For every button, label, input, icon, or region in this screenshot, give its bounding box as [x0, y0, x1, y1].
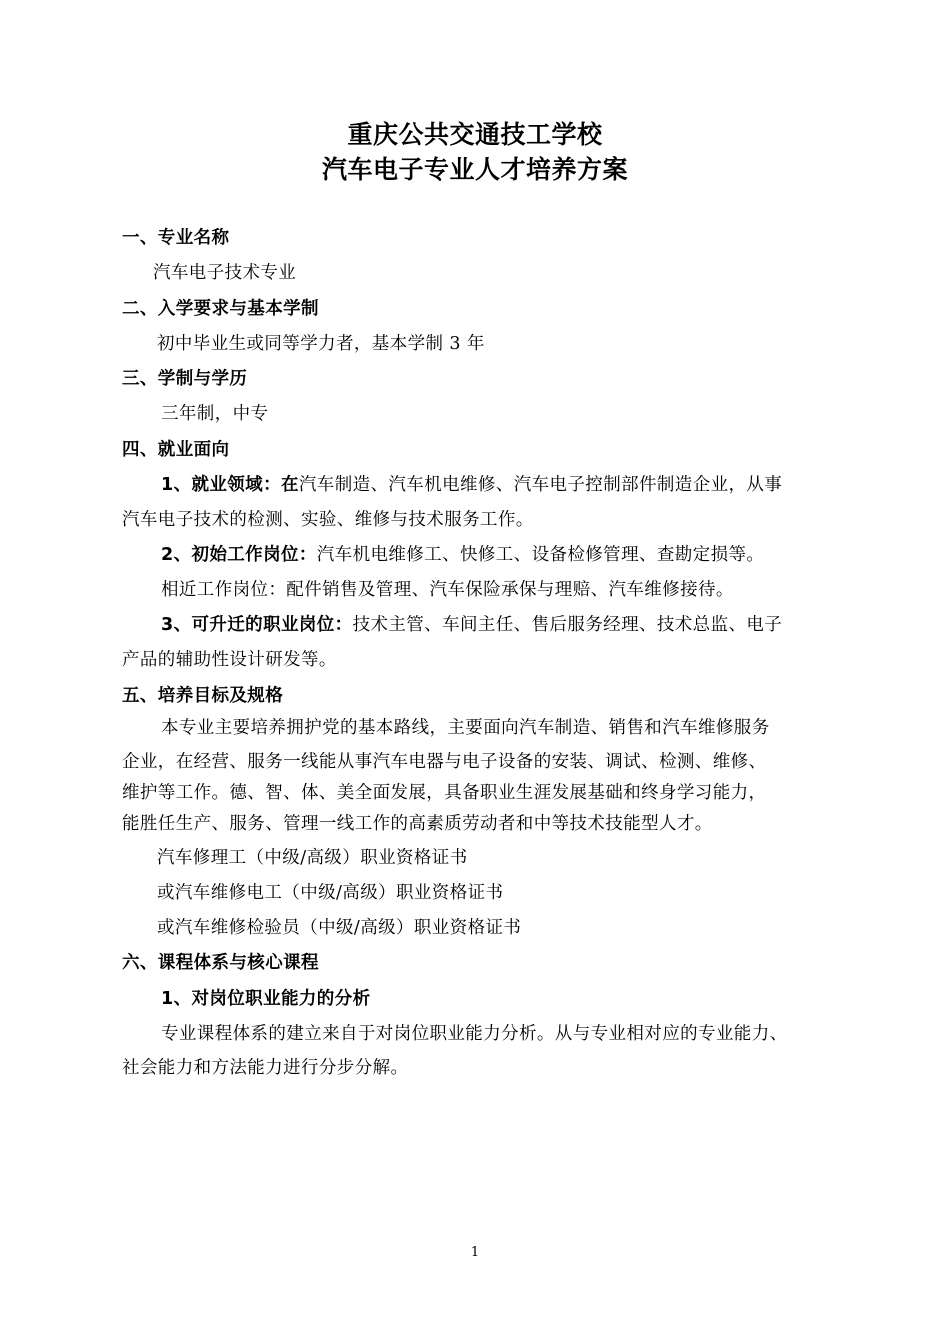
related-position-line: 相近工作岗位：配件销售及管理、汽车保险承保与理赔、汽车维修接待。	[161, 580, 734, 600]
document-title-school: 重庆公共交通技工学校	[347, 120, 603, 149]
certificate-line: 或汽车维修电工（中级/高级）职业资格证书	[157, 883, 504, 903]
promotion-position-line	[161, 612, 782, 638]
certificate-line: 汽车修理工（中级/高级）职业资格证书	[157, 848, 468, 868]
document-title-plan: 汽车电子专业人才培养方案	[321, 155, 628, 184]
employment-field-continuation: 汽车电子技术的检测、实验、维修与技术服务工作。	[122, 510, 534, 530]
promotion-position-text: 技术主管、车间主任、售后服务经理、技术总监、电子	[352, 615, 783, 635]
curriculum-paragraph-line: 专业课程体系的建立来自于对岗位职业能力分析。从与专业相对应的专业能力、	[161, 1024, 788, 1044]
section-heading-curriculum: 六、课程体系与核心课程	[122, 953, 319, 973]
objectives-paragraph-line: 企业，在经营、服务一线能从事汽车电器与电子设备的安装、调试、检测、维修、	[122, 752, 767, 772]
initial-position-text: 汽车机电维修工、快修工、设备检修管理、查勘定损等。	[316, 545, 765, 565]
promotion-position-continuation: 产品的辅助性设计研发等。	[122, 650, 337, 670]
employment-field-text: 汽车制造、汽车机电维修、汽车电子控制部件制造企业，从事	[298, 475, 783, 495]
section-heading-major-name: 一、专业名称	[122, 228, 230, 248]
objectives-paragraph-line: 本专业主要培养拥护党的基本路线，主要面向汽车制造、销售和汽车维修服务	[161, 718, 770, 738]
certificate-line: 或汽车维修检验员（中级/高级）职业资格证书	[157, 918, 522, 938]
section-body-admission: 初中毕业生或同等学力者，基本学制 3 年	[157, 334, 485, 354]
initial-position-line	[161, 542, 764, 568]
section-heading-duration: 三、学制与学历	[122, 369, 248, 389]
section-heading-objectives: 五、培养目标及规格	[122, 686, 284, 706]
subheading-ability-analysis: 1、对岗位职业能力的分析	[161, 989, 371, 1009]
page-number: 1	[470, 1245, 480, 1260]
objectives-paragraph-line: 维护等工作。德、智、体、美全面发展，具备职业生涯发展基础和终身学习能力，	[122, 783, 767, 803]
promotion-position-label: 3、可升迁的职业岗位：	[161, 615, 353, 635]
employment-field-line	[161, 472, 782, 498]
curriculum-paragraph-line: 社会能力和方法能力进行分步分解。	[122, 1058, 409, 1078]
employment-field-label: 1、就业领域：在	[161, 475, 299, 495]
section-body-major-name: 汽车电子技术专业	[153, 263, 297, 283]
objectives-paragraph-line: 能胜任生产、服务、管理一线工作的高素质劳动者和中等技术技能型人才。	[122, 814, 713, 834]
initial-position-label: 2、初始工作岗位：	[161, 545, 317, 565]
section-heading-admission: 二、入学要求与基本学制	[122, 299, 319, 319]
section-heading-employment: 四、就业面向	[122, 440, 230, 460]
section-body-duration: 三年制，中专	[161, 404, 269, 424]
